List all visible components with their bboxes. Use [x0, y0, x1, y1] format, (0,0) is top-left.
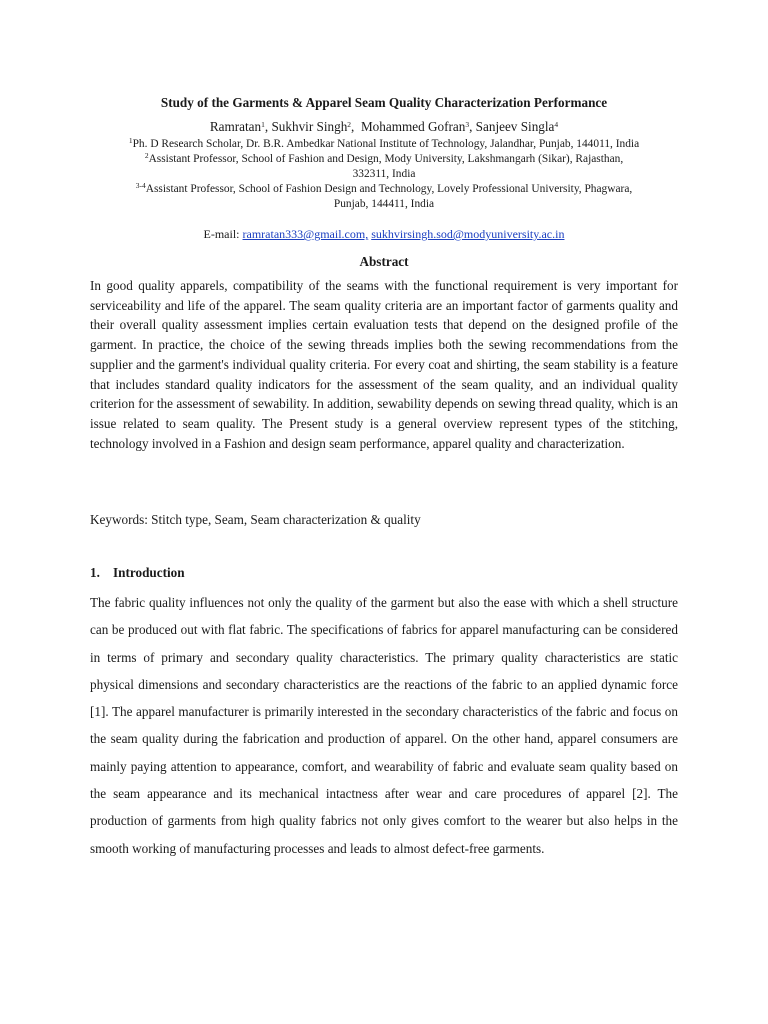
author-affiliation-mark: 2 — [347, 120, 352, 129]
affiliation-mark: 2 — [144, 151, 149, 160]
author-list: Ramratan$^1$, Sukhvir Singh$^2$, Mohammed Gofran$^3$, Sanjeev Singla$^4$ — [209, 119, 559, 134]
abstract-heading: Abstract — [359, 254, 409, 269]
introduction-text: The fabric quality influences not only the quality of the garment but also the ease with which a shell structure can be produced out with flat fabric. The specifications of fabrics for apparel manufacturing can be considered in terms of primary and secondary quality characteristics. The primary quality characteristics are static physical dimensions and secondary characteristics are the reactions of the fabric to an applied dynamic force [1]. The apparel manufacturer is primarily interested in the secondary characteristics of the fabric and focus on the seam quality during the fabrication and production of apparel. On the other hand, apparel consumers are mainly paying attention to appearance, comfort, and wearability of fabric and evaluate seam quality based on the seam appearance and its mechanical intactness after wear and care procedures of apparel [2]. The production of garments from high quality fabrics not only gives comfort to the wearer but also helps in the smooth working of manufacturing processes and leads to almost defect-free garments. — [90, 595, 678, 856]
affiliation-mark: 1 — [128, 136, 133, 145]
affiliation-text: Assistant Professor, School of Fashion Design and Technology, Lovely Professional University, Phagwara, — [145, 183, 633, 195]
affiliation-2 — [90, 152, 678, 166]
affiliation-3-continued: Punjab, 144411, India — [333, 198, 435, 210]
section-number: 1. — [90, 565, 100, 580]
affiliation-2-continued: 332311, India — [352, 168, 416, 180]
paper-title: Study of the Garments & Apparel Seam Quality Characterization Performance — [160, 95, 608, 110]
affiliation-mark: 3-4 — [135, 181, 146, 190]
affiliation-text: Assistant Professor, School of Fashion and Design, Mody University, Lakshmangarh (Sikar), Rajasthan, — [148, 153, 624, 165]
keywords: Keywords: Stitch type, Seam, Seam characterization & quality — [90, 512, 421, 527]
email-label: E-mail: — [203, 227, 243, 241]
email-link[interactable]: ramratan333@gmail.com, — [242, 227, 369, 241]
abstract-text: In good quality apparels, compatibility of the seams with the functional requirement is very important for serviceability and life of the apparel. The seam quality criteria are an important factor of garments quality and their overall quality assessment implies certain evaluation tests that depend on the designed profile of the garment. In practice, the choice of the sewing threads implies both the sewing recommendations from the supplier and the garment's individual quality criteria. For every coat and shirting, the seam stability is a feature that includes standard quality indicators for the assessment of the seam quality, and an individual quality criterion for the assessment of sewability. In addition, sewability depends on sewing thread quality, which is an issue related to seam quality. The Present study is a general overview represent types of the stitching, technology involved in a Fashion and design seam performance, apparel quality and characterization. — [90, 278, 678, 451]
email-line — [90, 227, 678, 242]
author-affiliation-mark: 1 — [261, 120, 265, 129]
section-title: Introduction — [113, 565, 185, 580]
author-name: Mohammed Gofran — [360, 119, 466, 134]
author-affiliation-mark: 4 — [554, 120, 559, 129]
affiliation-text: Ph. D Research Scholar, Dr. B.R. Ambedkar National Institute of Technology, Jalandhar, Punjab, 144011, India — [132, 138, 640, 150]
author-name: Sanjeev Singla — [475, 119, 555, 134]
affiliation-1 — [90, 137, 678, 151]
affiliation-3 — [90, 182, 678, 196]
author-name: Sukhvir Singh — [271, 119, 348, 134]
author-name: Ramratan — [209, 119, 262, 134]
email-link[interactable]: sukhvirsingh.sod@modyuniversity.ac.in — [371, 227, 565, 241]
author-affiliation-mark: 3 — [465, 120, 470, 129]
section-heading-introduction — [90, 565, 185, 581]
